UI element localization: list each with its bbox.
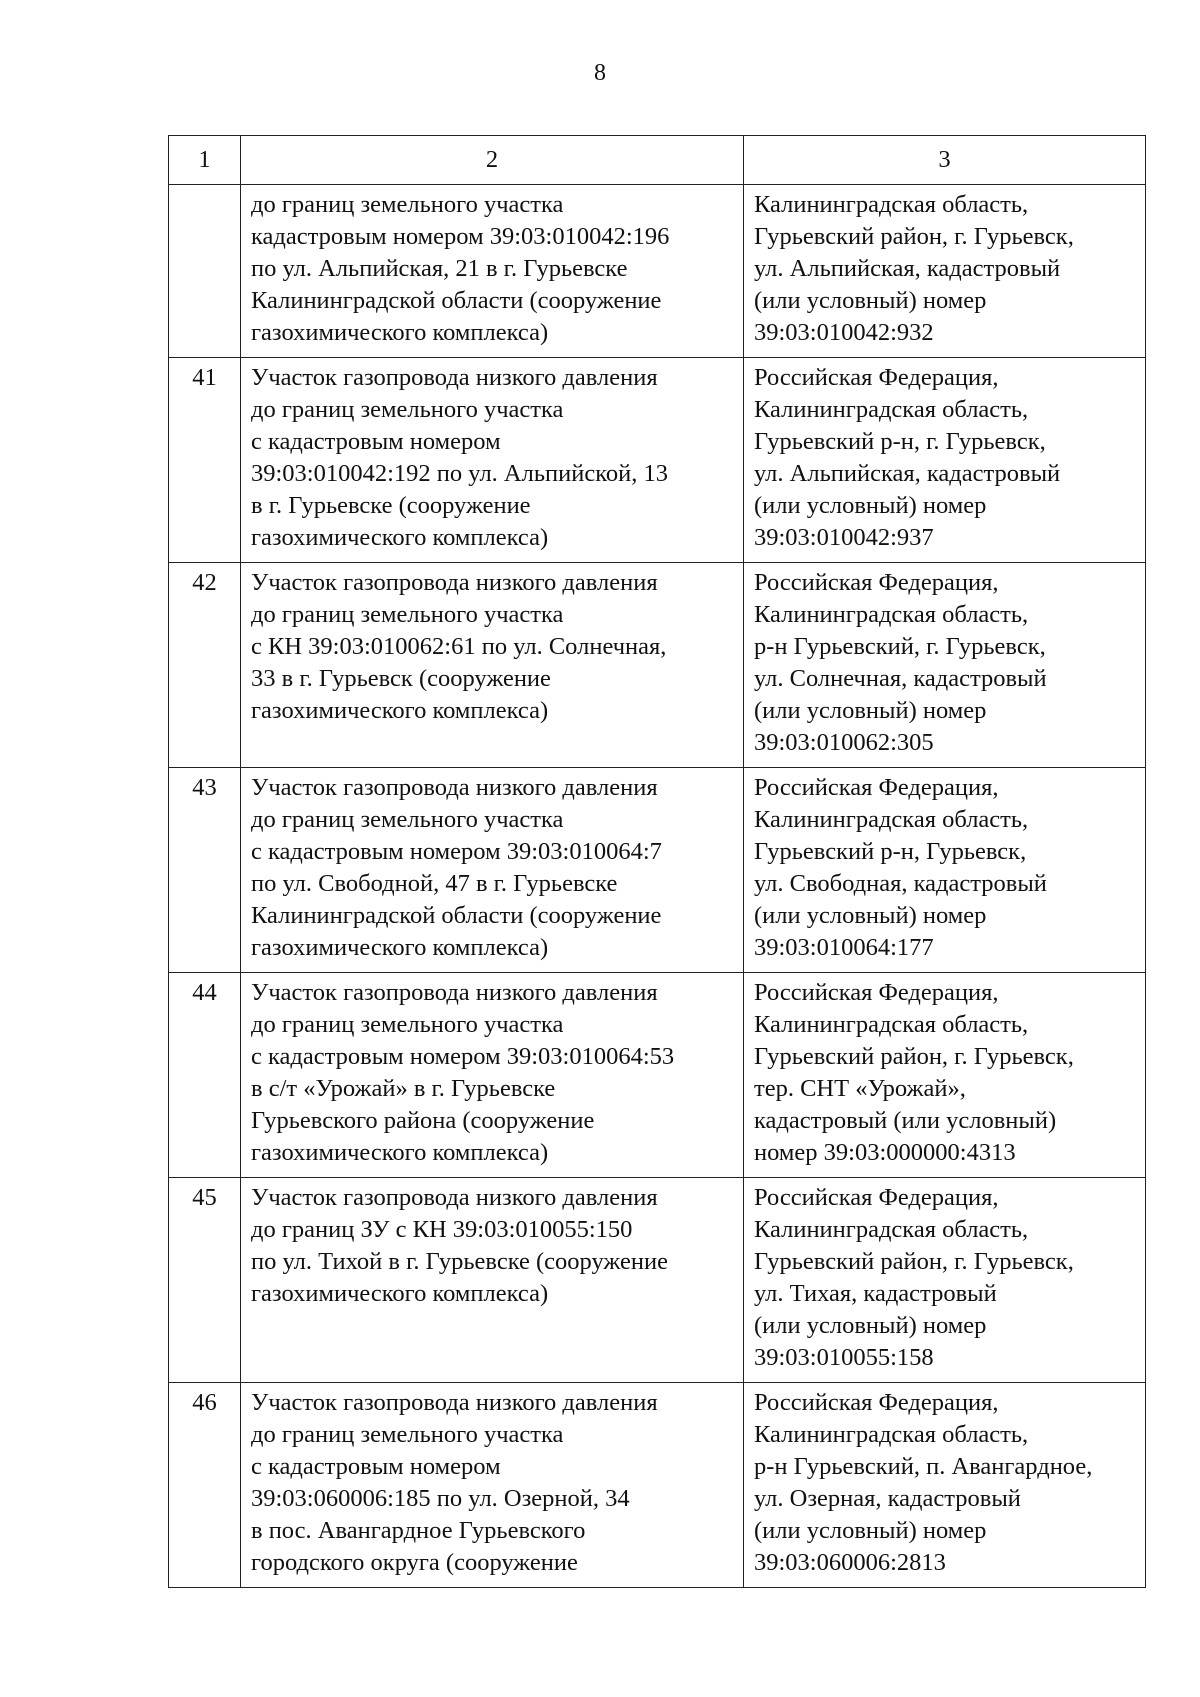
description-line: до границ земельного участка: [251, 601, 564, 628]
row-number: 42: [169, 563, 241, 768]
address-line: р-н Гурьевский, г. Гурьевск,: [754, 633, 1046, 660]
address-line: 39:03:010042:932: [754, 319, 934, 346]
address-line: Российская Федерация,: [754, 1184, 999, 1211]
description-line: Участок газопровода низкого давления: [251, 1389, 658, 1416]
object-description-cell: [241, 358, 744, 563]
address-line: Калининградская область,: [754, 1216, 1029, 1243]
description-line: до границ земельного участка: [251, 806, 564, 833]
address-line: (или условный) номер: [754, 1517, 987, 1544]
address-line: 39:03:010055:158: [754, 1344, 934, 1371]
header-col-3: 3: [744, 136, 1146, 185]
address-line: Гурьевский р-н, г. Гурьевск,: [754, 428, 1046, 455]
row-number: [169, 185, 241, 358]
row-number: 45: [169, 1178, 241, 1383]
table-row: [169, 973, 1146, 1178]
address-line: кадастровый (или условный): [754, 1107, 1057, 1134]
description-line: в г. Гурьевске (сооружение: [251, 492, 531, 519]
description-line: до границ земельного участка: [251, 1011, 564, 1038]
description-line: по ул. Тихой в г. Гурьевске (сооружение: [251, 1248, 668, 1275]
description-line: городского округа (сооружение: [251, 1549, 578, 1576]
address-line: (или условный) номер: [754, 1312, 987, 1339]
description-line: газохимического комплекса): [251, 1139, 549, 1166]
table-row: [169, 768, 1146, 973]
description-line: с кадастровым номером 39:03:010064:53: [251, 1043, 675, 1070]
object-description-cell: [241, 973, 744, 1178]
description-line: до границ ЗУ с КН 39:03:010055:150: [251, 1216, 633, 1243]
table-header-row: [169, 136, 1146, 185]
description-line: Калининградской области (сооружение: [251, 902, 662, 929]
description-line: газохимического комплекса): [251, 524, 549, 551]
object-description-cell: [241, 185, 744, 358]
address-line: 39:03:010064:177: [754, 934, 934, 961]
description-line: по ул. Свободной, 47 в г. Гурьевске: [251, 870, 618, 897]
address-line: Гурьевский район, г. Гурьевск,: [754, 223, 1074, 250]
description-line: Участок газопровода низкого давления: [251, 979, 658, 1006]
description-line: с кадастровым номером 39:03:010064:7: [251, 838, 662, 865]
description-line: 39:03:010042:192 по ул. Альпийской, 13: [251, 460, 669, 487]
address-line: ул. Солнечная, кадастровый: [754, 665, 1047, 692]
header-col-1: 1: [169, 136, 241, 185]
description-line: до границ земельного участка: [251, 396, 564, 423]
address-line: Калининградская область,: [754, 191, 1029, 218]
registry-table: [168, 135, 1146, 1588]
description-line: газохимического комплекса): [251, 697, 549, 724]
address-line: р-н Гурьевский, п. Авангардное,: [754, 1453, 1093, 1480]
address-line: 39:03:010062:305: [754, 729, 934, 756]
address-line: Российская Федерация,: [754, 569, 999, 596]
address-line: Гурьевский р-н, Гурьевск,: [754, 838, 1027, 865]
description-line: Участок газопровода низкого давления: [251, 1184, 658, 1211]
object-description-cell: [241, 768, 744, 973]
description-line: 39:03:060006:185 по ул. Озерной, 34: [251, 1485, 630, 1512]
address-line: ул. Альпийская, кадастровый: [754, 460, 1061, 487]
address-line: Российская Федерация,: [754, 979, 999, 1006]
address-line: Калининградская область,: [754, 601, 1029, 628]
address-line: (или условный) номер: [754, 697, 987, 724]
row-number: 43: [169, 768, 241, 973]
description-line: по ул. Альпийская, 21 в г. Гурьевске: [251, 255, 628, 282]
description-line: Участок газопровода низкого давления: [251, 569, 658, 596]
description-line: Участок газопровода низкого давления: [251, 364, 658, 391]
object-address-cell: [744, 768, 1146, 973]
address-line: Российская Федерация,: [754, 364, 999, 391]
address-line: номер 39:03:000000:4313: [754, 1139, 1016, 1166]
description-line: кадастровым номером 39:03:010042:196: [251, 223, 670, 250]
row-number: 41: [169, 358, 241, 563]
description-line: газохимического комплекса): [251, 1280, 549, 1307]
table-row: [169, 1178, 1146, 1383]
address-line: Российская Федерация,: [754, 1389, 999, 1416]
description-line: газохимического комплекса): [251, 934, 549, 961]
address-line: Российская Федерация,: [754, 774, 999, 801]
table-row: [169, 358, 1146, 563]
object-address-cell: [744, 1178, 1146, 1383]
row-number: 44: [169, 973, 241, 1178]
address-line: ул. Альпийская, кадастровый: [754, 255, 1061, 282]
address-line: (или условный) номер: [754, 287, 987, 314]
object-address-cell: [744, 563, 1146, 768]
address-line: Калининградская область,: [754, 1421, 1029, 1448]
object-address-cell: [744, 358, 1146, 563]
object-address-cell: [744, 973, 1146, 1178]
description-line: Гурьевского района (сооружение: [251, 1107, 595, 1134]
description-line: с кадастровым номером: [251, 428, 501, 455]
description-line: Участок газопровода низкого давления: [251, 774, 658, 801]
header-col-2: 2: [241, 136, 744, 185]
description-line: в с/т «Урожай» в г. Гурьевске: [251, 1075, 556, 1102]
object-address-cell: [744, 185, 1146, 358]
description-line: 33 в г. Гурьевск (сооружение: [251, 665, 551, 692]
description-line: с кадастровым номером: [251, 1453, 501, 1480]
object-description-cell: [241, 1383, 744, 1588]
address-line: (или условный) номер: [754, 492, 987, 519]
address-line: 39:03:060006:2813: [754, 1549, 946, 1576]
address-line: Гурьевский район, г. Гурьевск,: [754, 1248, 1074, 1275]
description-line: с КН 39:03:010062:61 по ул. Солнечная,: [251, 633, 667, 660]
description-line: Калининградской области (сооружение: [251, 287, 662, 314]
address-line: ул. Тихая, кадастровый: [754, 1280, 997, 1307]
description-line: до границ земельного участка: [251, 1421, 564, 1448]
address-line: 39:03:010042:937: [754, 524, 934, 551]
address-line: ул. Свободная, кадастровый: [754, 870, 1047, 897]
address-line: Калининградская область,: [754, 396, 1029, 423]
address-line: ул. Озерная, кадастровый: [754, 1485, 1021, 1512]
object-address-cell: [744, 1383, 1146, 1588]
table-row: [169, 185, 1146, 358]
description-line: газохимического комплекса): [251, 319, 549, 346]
address-line: Калининградская область,: [754, 1011, 1029, 1038]
object-description-cell: [241, 563, 744, 768]
row-number: 46: [169, 1383, 241, 1588]
page-number: 8: [594, 60, 606, 86]
address-line: тер. СНТ «Урожай»,: [754, 1075, 966, 1102]
table-row: [169, 1383, 1146, 1588]
object-description-cell: [241, 1178, 744, 1383]
address-line: Калининградская область,: [754, 806, 1029, 833]
table-row: [169, 563, 1146, 768]
description-line: до границ земельного участка: [251, 191, 564, 218]
address-line: (или условный) номер: [754, 902, 987, 929]
description-line: в пос. Авангардное Гурьевского: [251, 1517, 586, 1544]
address-line: Гурьевский район, г. Гурьевск,: [754, 1043, 1074, 1070]
